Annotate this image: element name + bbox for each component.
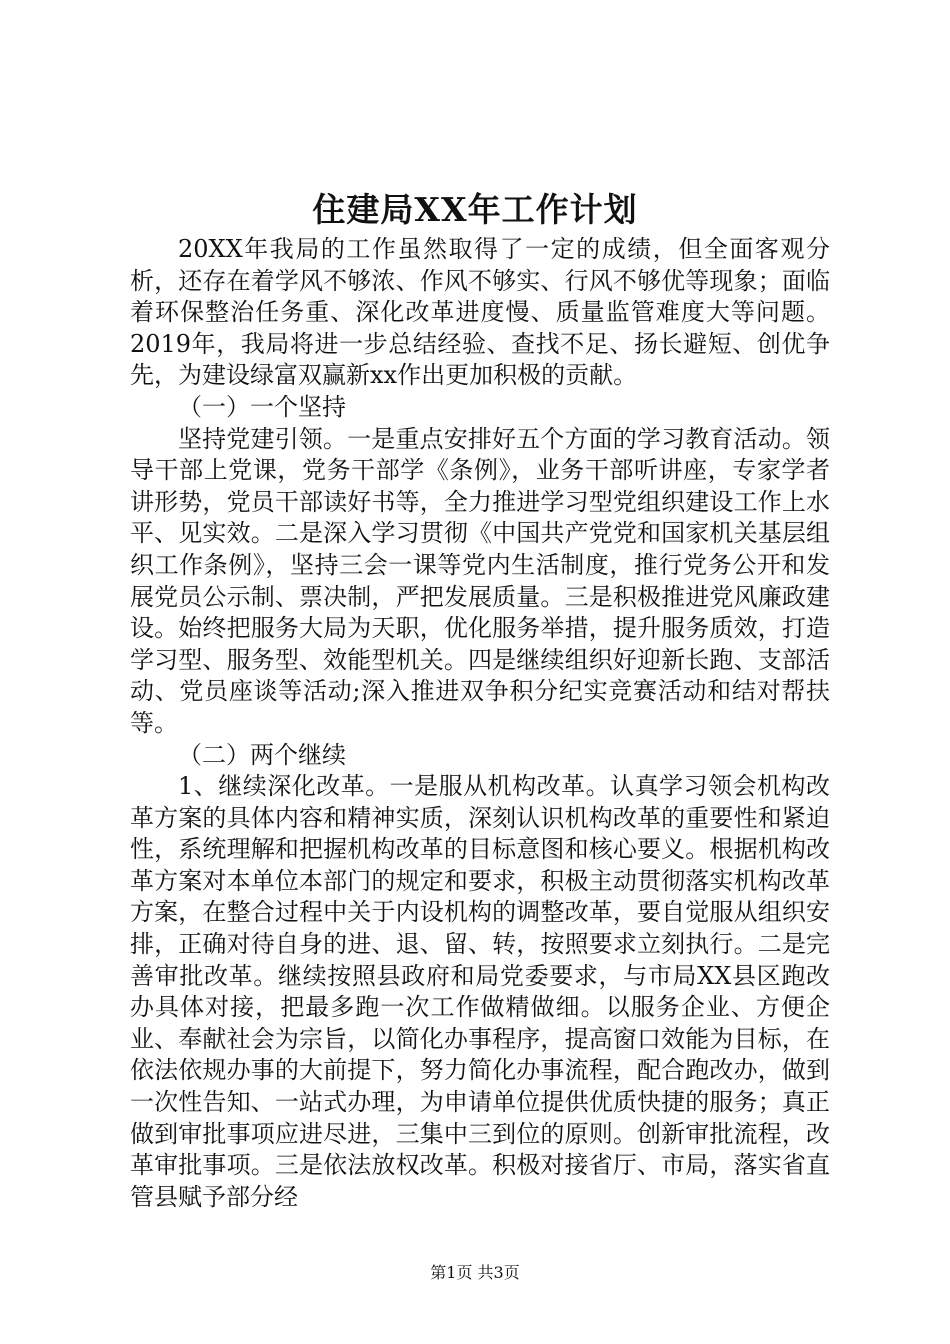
intro-paragraph: 20XX年我局的工作虽然取得了一定的成绩，但全面客观分析，还存在着学风不够浓、作风不够实、行风不够优等现象；面临着环保整治任务重、深化改革进度慢、质量监管难度大等问题。2019年，我局将进一步总结经验、查找不足、扬长避短、创优争先，为建设绿富双赢新xx作出更加积极的贡献。 [130, 235, 830, 390]
page-number-footer: 第1页 共3页 [430, 1263, 520, 1282]
document-title: 住建局XX年工作计划 [312, 190, 638, 229]
section-1-paragraph: 坚持党建引领。一是重点安排好五个方面的学习教育活动。领导干部上党课，党务干部学《条例》，业务干部听讲座，专家学者讲形势，党员干部读好书等，全力推进学习型党组织建设工作上水平、见实效。二是深入学习贯彻《中国共产党党和国家机关基层组织工作条例》，坚持三会一课等党内生活制度，推行党务公开和发展党员公示制、票决制，严把发展质量。三是积极推进党风廉政建设。始终把服务大局为天职，优化服务举措，提升服务质效，打造学习型、服务型、效能型机关。四是继续组织好迎新长跑、支部活动、党员座谈等活动;深入推进双争积分纪实竞赛活动和结对帮扶等。 [130, 424, 830, 737]
section-heading-1: （一）一个坚持 [178, 392, 346, 421]
section-heading-2: （二）两个继续 [178, 740, 346, 769]
document-body [130, 234, 830, 1213]
section-2-paragraph: 1、继续深化改革。一是服从机构改革。认真学习领会机构改革方案的具体内容和精神实质，深刻认识机构改革的重要性和紧迫性，系统理解和把握机构改革的目标意图和核心要义。根据机构改革方案对本单位本部门的规定和要求，积极主动贯彻落实机构改革方案，在整合过程中关于内设机构的调整改革，要自觉服从组织安排，正确对待自身的进、退、留、转，按照要求立刻执行。二是完善审批改革。继续按照县政府和局党委要求，与市局XX县区跑改办具体对接，把最多跑一次工作做精做细。以服务企业、方便企业、奉献社会为宗旨，以简化办事程序，提高窗口效能为目标，在依法依规办事的大前提下，努力简化办事流程，配合跑改办，做到一次性告知、一站式办理，为申请单位提供优质快捷的服务；真正做到审批事项应进尽进，三集中三到位的原则。创新审批流程，改革审批事项。三是依法放权改革。积极对接省厅、市局，落实省直管县赋予部分经 [130, 772, 830, 1211]
